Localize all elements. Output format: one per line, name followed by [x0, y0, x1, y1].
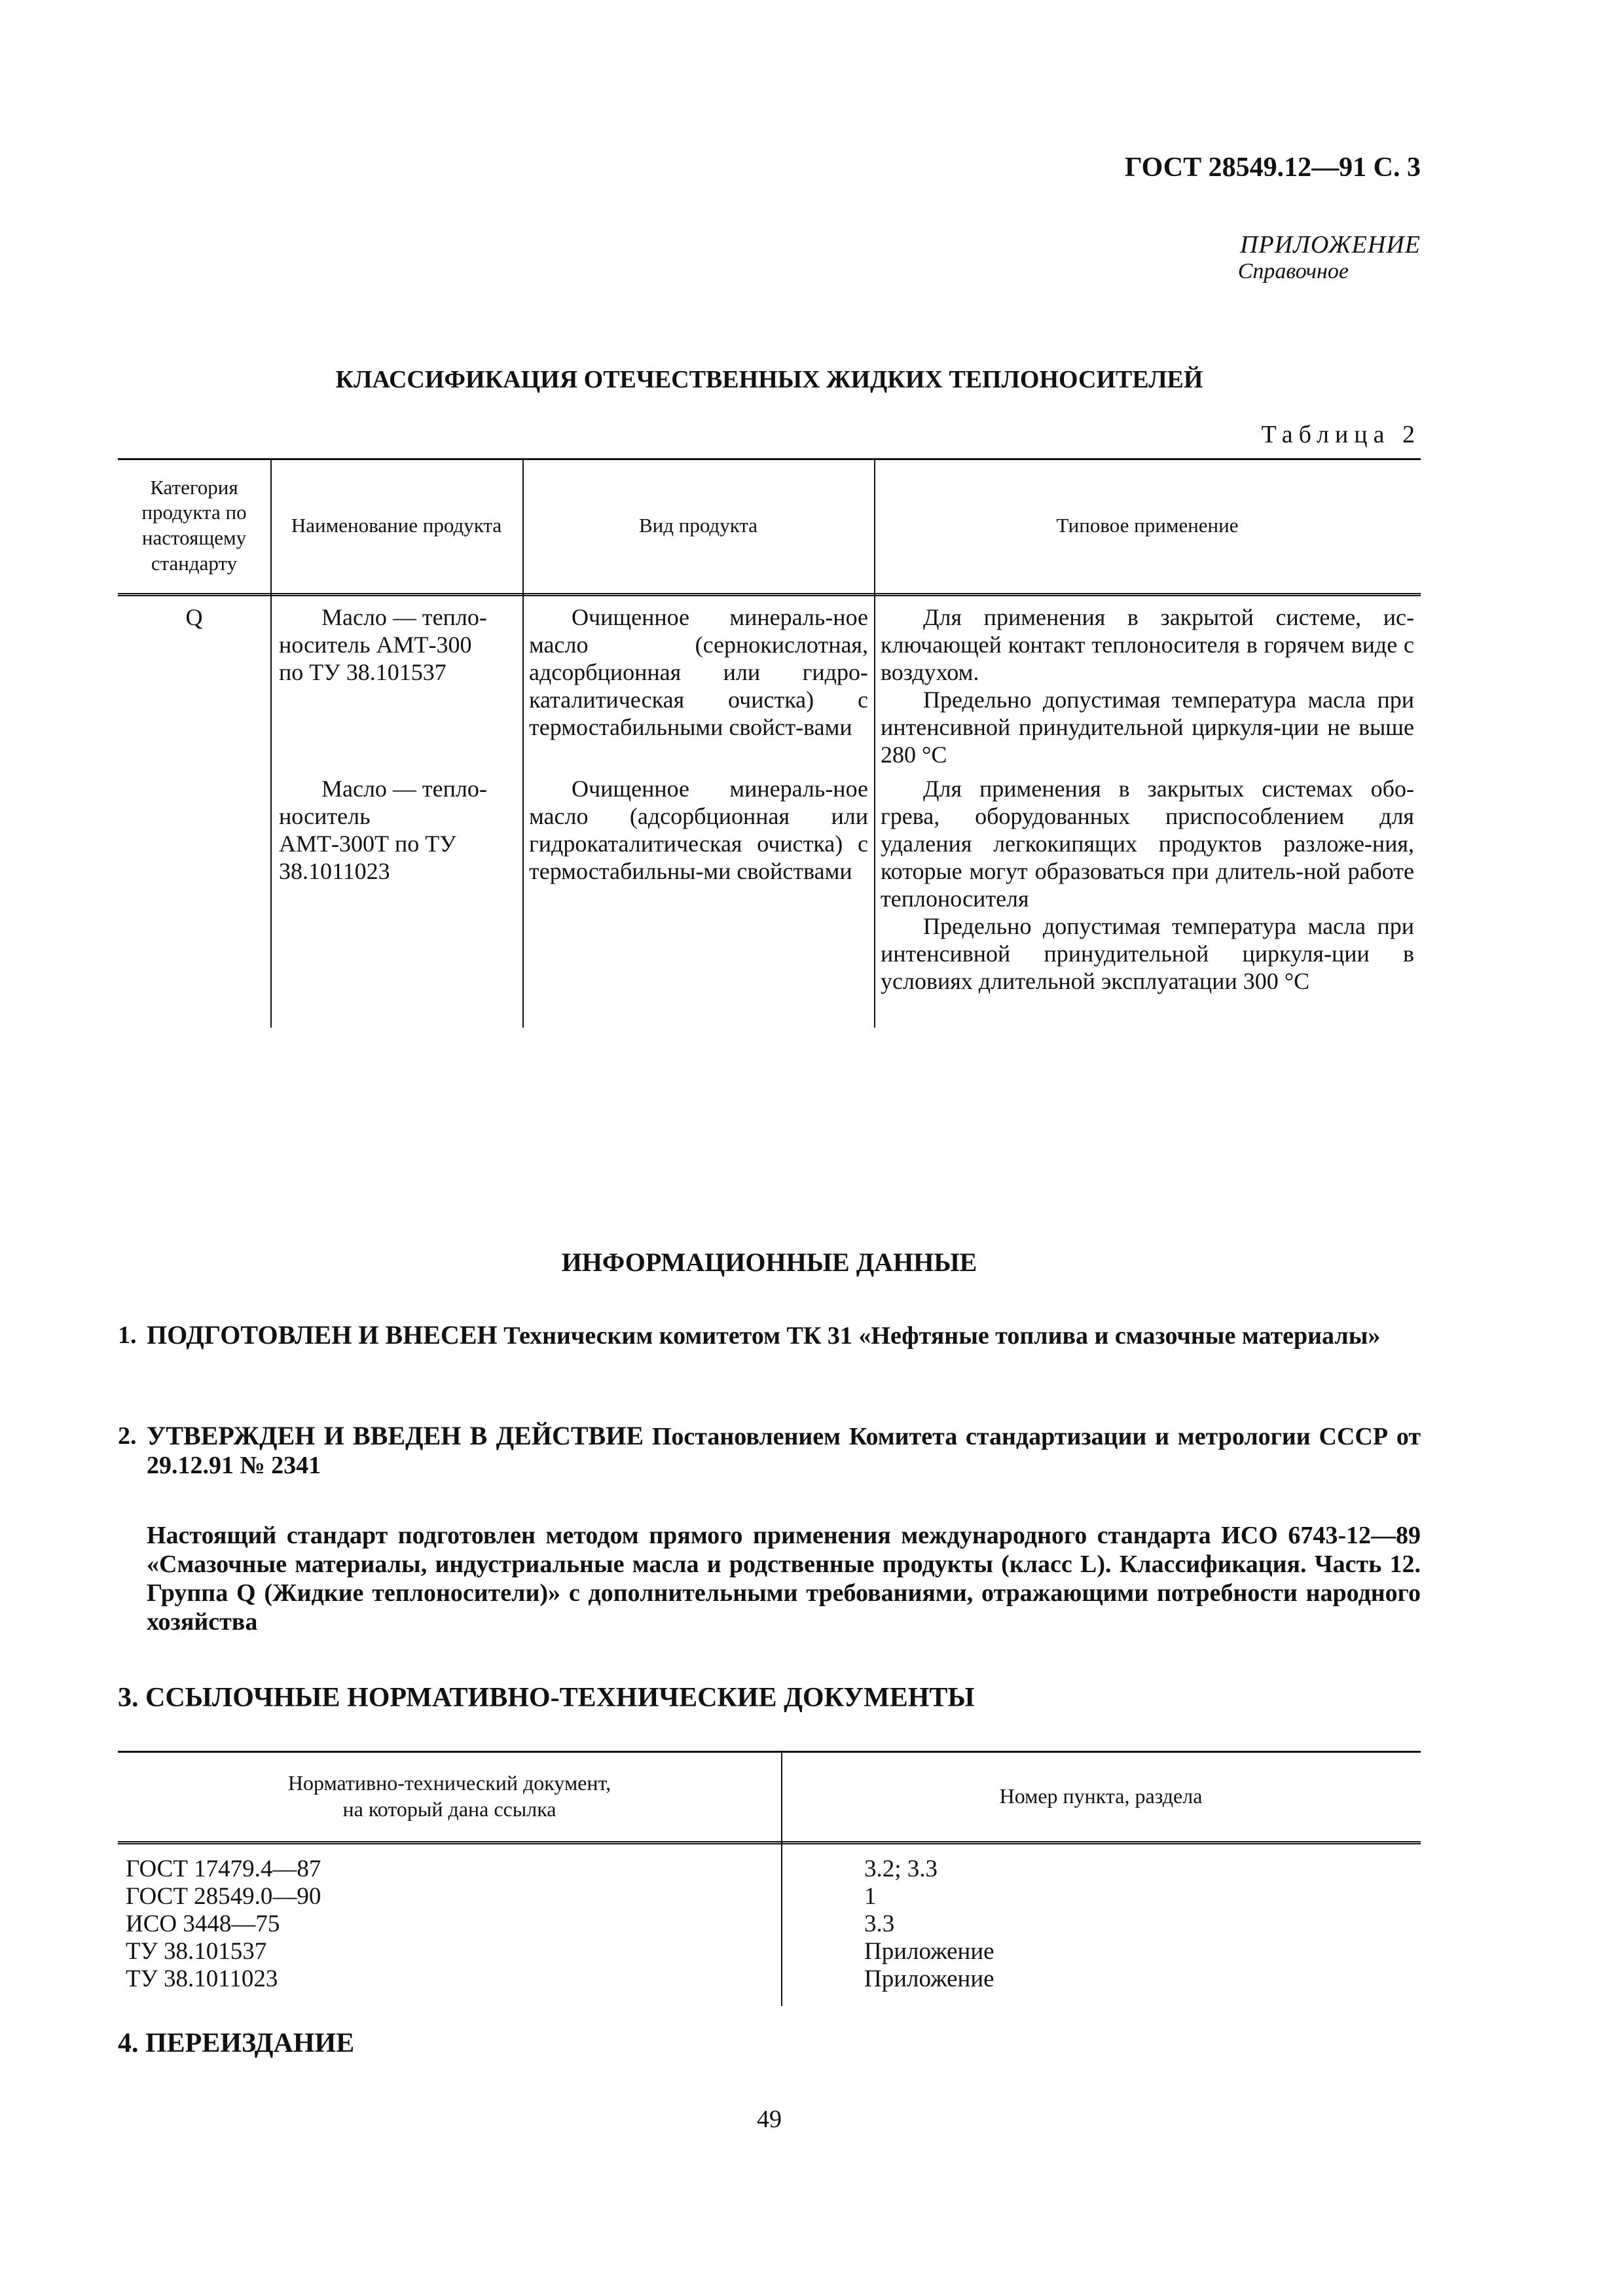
item-text: Техническим комитетом ТК 31 «Нефтяные топлива и смазочные материалы»	[503, 1322, 1381, 1350]
ref-document: ГОСТ 28549.0—90	[126, 1883, 321, 1910]
product-kind-cell: Очищенное минераль-ное масло (адсорбционная или гидрокаталитическая очистка) с термостабильны-ми свойствами	[529, 776, 868, 884]
item-number: 1.	[118, 1321, 137, 1349]
ref-section: 3.3	[864, 1910, 895, 1937]
usage-paragraph: Предельно допустимая температура масла при интенсивной принудительной циркуля-ции в условиях длительной эксплуатации 300 °С	[881, 913, 1414, 994]
category-cell: Q	[185, 604, 203, 630]
product-name-cell: Масло — тепло- носитель АМТ-300 по ТУ 38.101537	[279, 604, 487, 685]
appendix-type: Справочное	[1237, 259, 1349, 283]
ref-document: ИСО 3448—75	[126, 1910, 280, 1937]
note-text: Настоящий стандарт подготовлен методом прямого применения международного стандарта ИСО 6743-12—89 «Смазочные материалы, индустриальные масла и родственные продукты (класс L). Классификация. Часть 12. Группа Q (Жидкие теплоносители)» с дополнительными требованиями, отражающими потребности народного хозяйства	[147, 1522, 1421, 1636]
document-page	[118, 0, 1421, 2296]
table-header-rule	[118, 593, 1421, 596]
appendix-label: ПРИЛОЖЕНИЕ	[1240, 231, 1421, 259]
classification-table	[118, 458, 1421, 1028]
item-text: Постановлением Комитета стандартизации и метрологии СССР от 29.12.91 № 2341	[147, 1423, 1421, 1479]
item-number: 2.	[118, 1422, 137, 1450]
info-item-1	[118, 1321, 1421, 1350]
table-title: КЛАССИФИКАЦИЯ ОТЕЧЕСТВЕННЫХ ЖИДКИХ ТЕПЛОНОСИТЕЛЕЙ	[335, 366, 1203, 393]
usage-paragraph: Для применения в закрытых системах обо-грева, оборудованных приспособлением для удаления легкокипящих продуктов разложе-ния, которые могут образоваться при длитель-ной работе теплоносителя	[881, 776, 1414, 912]
ref-section: Приложение	[864, 1938, 994, 1965]
ref-document: ТУ 38.1011023	[126, 1965, 278, 1992]
reissue-heading: 4. ПЕРЕИЗДАНИЕ	[118, 2028, 355, 2058]
item-heading: УТВЕРЖДЕН И ВВЕДЕН В ДЕЙСТВИЕ	[147, 1421, 644, 1450]
page-number: 49	[757, 2106, 782, 2133]
header-name: Наименование продукта	[291, 513, 502, 537]
header-section: Номер пункта, раздела	[999, 1784, 1203, 1808]
document-column	[126, 1856, 321, 1993]
ref-section: 3.2; 3.3	[864, 1856, 938, 1882]
references-table	[118, 1751, 1421, 2006]
usage-paragraph: Для применения в закрытой системе, ис-ключающей контакт теплоносителя в горячем виде с воздухом.	[881, 604, 1414, 685]
ref-section: 1	[864, 1883, 877, 1910]
product-kind-cell: Очищенное минераль-ное масло (сернокислотная, адсорбционная или гидро-каталитическая очистка) с термостабильными свойст-вами	[529, 604, 868, 740]
item-heading: ПОДГОТОВЛЕН И ВНЕСЕН	[147, 1320, 498, 1350]
usage-paragraph: Предельно допустимая температура масла при интенсивной принудительной циркуля-ции не выше 280 °С	[881, 687, 1414, 768]
table-number: Таблица 2	[1261, 421, 1421, 448]
header-document: Нормативно-технический документ, на который дана ссылка	[287, 1771, 611, 1821]
section-column	[864, 1856, 994, 1993]
header-category: Категория продукта по настоящему стандарту	[141, 475, 247, 575]
info-section-title: ИНФОРМАЦИОННЫЕ ДАННЫЕ	[561, 1247, 977, 1277]
document-reference: ГОСТ 28549.12—91 С. 3	[1124, 152, 1421, 183]
ref-section: Приложение	[864, 1965, 994, 1992]
info-item-2	[118, 1422, 1421, 1480]
product-name-cell: Масло — тепло- носитель АМТ-300Т по ТУ 38.1011023	[279, 776, 487, 884]
references-heading: 3. ССЫЛОЧНЫЕ НОРМАТИВНО-ТЕХНИЧЕСКИЕ ДОКУМЕНТЫ	[118, 1683, 975, 1713]
table-header-rule	[118, 1841, 1421, 1844]
header-usage: Типовое применение	[1056, 513, 1239, 537]
header-kind: Вид продукта	[638, 513, 758, 537]
ref-document: ТУ 38.101537	[126, 1938, 267, 1965]
ref-document: ГОСТ 17479.4—87	[126, 1856, 321, 1882]
standard-note	[118, 1521, 1421, 1636]
